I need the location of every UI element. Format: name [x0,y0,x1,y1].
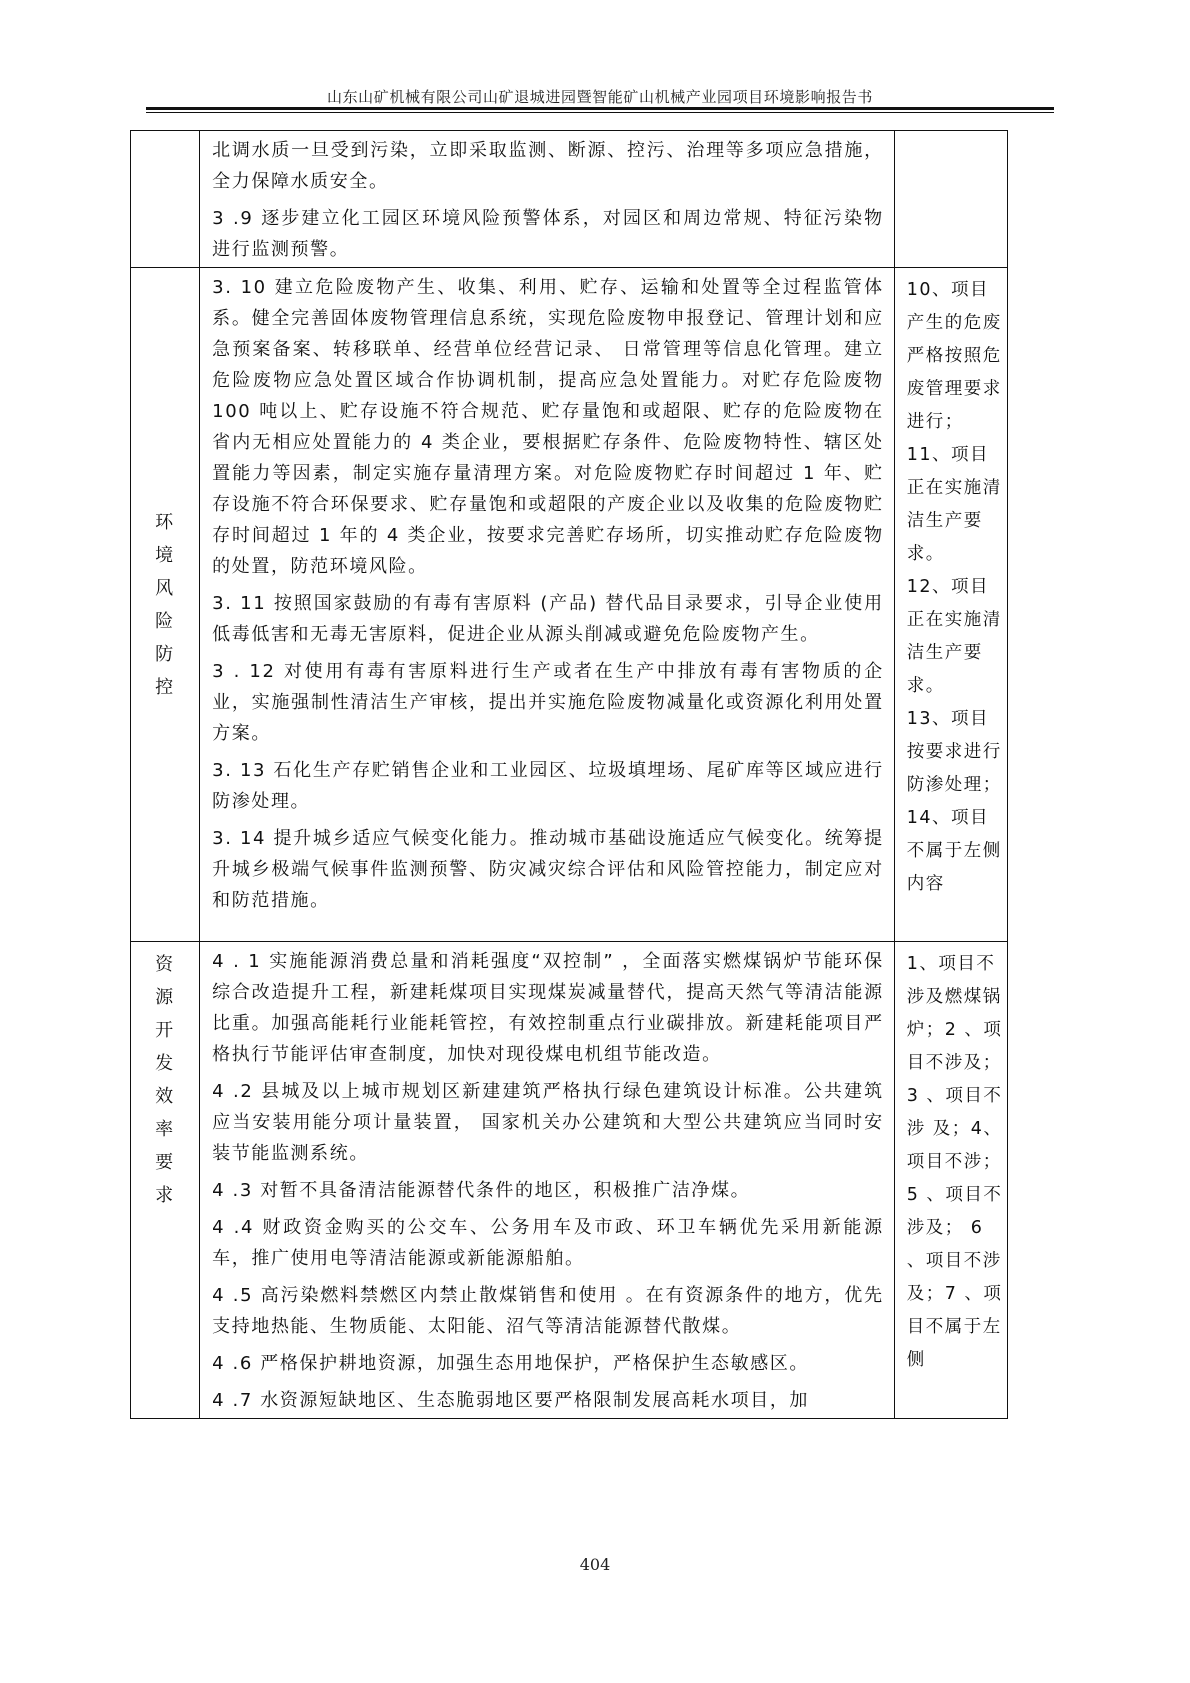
content-cell [200,131,895,268]
requirements-table [130,130,1008,1419]
table-row [131,942,1008,1419]
requirement-paragraph: 3. 13 石化生产存贮销售企业和工业园区、垃圾填埋场、尾矿库等区域应进行防渗处理。 [212,760,884,812]
note-cell [894,268,1007,942]
requirement-paragraph: 4 .3 对暂不具备清洁能源替代条件的地区，积极推广洁净煤。 [212,1180,751,1201]
compliance-note: 10、项目产生的危废严格按照危废管理要求进行； [906,280,1002,432]
requirement-paragraph: 4 .6 严格保护耕地资源，加强生态用地保护，严格保护生态敏感区。 [212,1353,810,1374]
compliance-note: 12、项目正在实施清洁生产要求。 [906,577,1002,696]
requirement-paragraph: 4 .5 高污染燃料禁燃区内禁止散煤销售和使用 。在有资源条件的地方，优先支持地热能、生物质能、太阳能、沼气等清洁能源替代散煤。 [212,1285,884,1337]
note-cell [894,942,1007,1419]
page-number: 404 [579,1555,611,1574]
document-header-title: 山东山矿机械有限公司山矿退城进园暨智能矿山机械产业园项目环境影响报告书 [326,88,873,106]
header-rule-thin [146,112,1054,113]
compliance-note: 14、项目不属于左侧内容 [906,808,1002,894]
note-cell [894,131,1007,268]
requirement-paragraph: 北调水质一旦受到污染，立即采取监测、断源、控污、治理等多项应急措施，全力保障水质安全。 [212,140,884,192]
requirement-paragraph: 3. 14 提升城乡适应气候变化能力。推动城市基础设施适应气候变化。统筹提升城乡极端气候事件监测预警、防灾减灾综合评估和风险管控能力，制定应对和防范措施。 [212,828,884,911]
compliance-note: 11、项目正在实施清洁生产要求。 [906,445,1002,564]
requirement-paragraph: 3. 10 建立危险废物产生、收集、利用、贮存、运输和处置等全过程监管体系。健全完善固体废物管理信息系统，实现危险废物申报登记、管理计划和应急预案备案、转移联单、经营单位经营记录、 日常管理等信息化管理。建立危险废物应急处置区域合作协调机制，提高应急处置能力。对贮存危险废物 100 吨以上、贮存设施不符合规范、贮存量饱和或超限、贮存的危险废物在省内无相应处置能力的 4 类企业，要根据贮存条件、危险废物特性、辖区处置能力等因素，制定实施存量清理方案。对危险废物贮存时间超过 1 年、贮存设施不符合环保要求、贮存量饱和或超限的产废企业以及收集的危险废物贮存时间超过 1 年的 4 类企业，按要求完善贮存场所，切实推动贮存危险废物的处置，防范环境风险。 [212,277,884,577]
category-cell [131,131,200,268]
category-label: 环境风险防控 [155,511,176,698]
requirement-paragraph: 3 . 12 对使用有毒有害原料进行生产或者在生产中排放有毒有害物质的企业，实施强制性清洁生产审核，提出并实施危险废物减量化或资源化利用处置方案。 [212,661,884,744]
compliance-note: 1、项目不涉及燃煤锅炉；2 、项目不涉及；3 、项目不涉 及；4、项目不涉；5 、项目不涉及； 6 、项目不涉及；7 、项目不属于左侧 [906,954,1003,1370]
table-row [131,268,1008,942]
table-row [131,131,1008,268]
header-rule-thick [146,107,1054,110]
requirement-paragraph: 4 .7 水资源短缺地区、生态脆弱地区要严格限制发展高耗水项目，加 [212,1390,810,1411]
category-cell [131,268,200,942]
compliance-note: 13、项目按要求进行防渗处理； [906,709,1002,795]
content-cell [200,942,895,1419]
category-label: 资源开发效率要求 [155,954,176,1206]
requirement-paragraph: 3 .9 逐步建立化工园区环境风险预警体系，对园区和周边常规、特征污染物进行监测预警。 [212,208,884,260]
content-cell [200,268,895,942]
requirement-paragraph: 4 . 1 实施能源消费总量和消耗强度“双控制” ，全面落实燃煤锅炉节能环保综合改造提升工程，新建耗煤项目实现煤炭减量替代，提高天然气等清洁能源比重。加强高能耗行业能耗管控，有效控制重点行业碳排放。新建耗能项目严格执行节能评估审查制度，加快对现役煤电机组节能改造。 [212,951,884,1065]
requirement-paragraph: 4 .2 县城及以上城市规划区新建建筑严格执行绿色建筑设计标准。公共建筑应当安装用能分项计量装置， 国家机关办公建筑和大型公共建筑应当同时安装节能监测系统。 [212,1081,884,1164]
requirement-paragraph: 3. 11 按照国家鼓励的有毒有害原料 (产品) 替代品目录要求，引导企业使用低毒低害和无毒无害原料，促进企业从源头削减或避免危险废物产生。 [212,593,884,645]
requirement-paragraph: 4 .4 财政资金购买的公交车、公务用车及市政、环卫车辆优先采用新能源车，推广使用电等清洁能源或新能源船舶。 [212,1217,884,1269]
category-cell [131,942,200,1419]
